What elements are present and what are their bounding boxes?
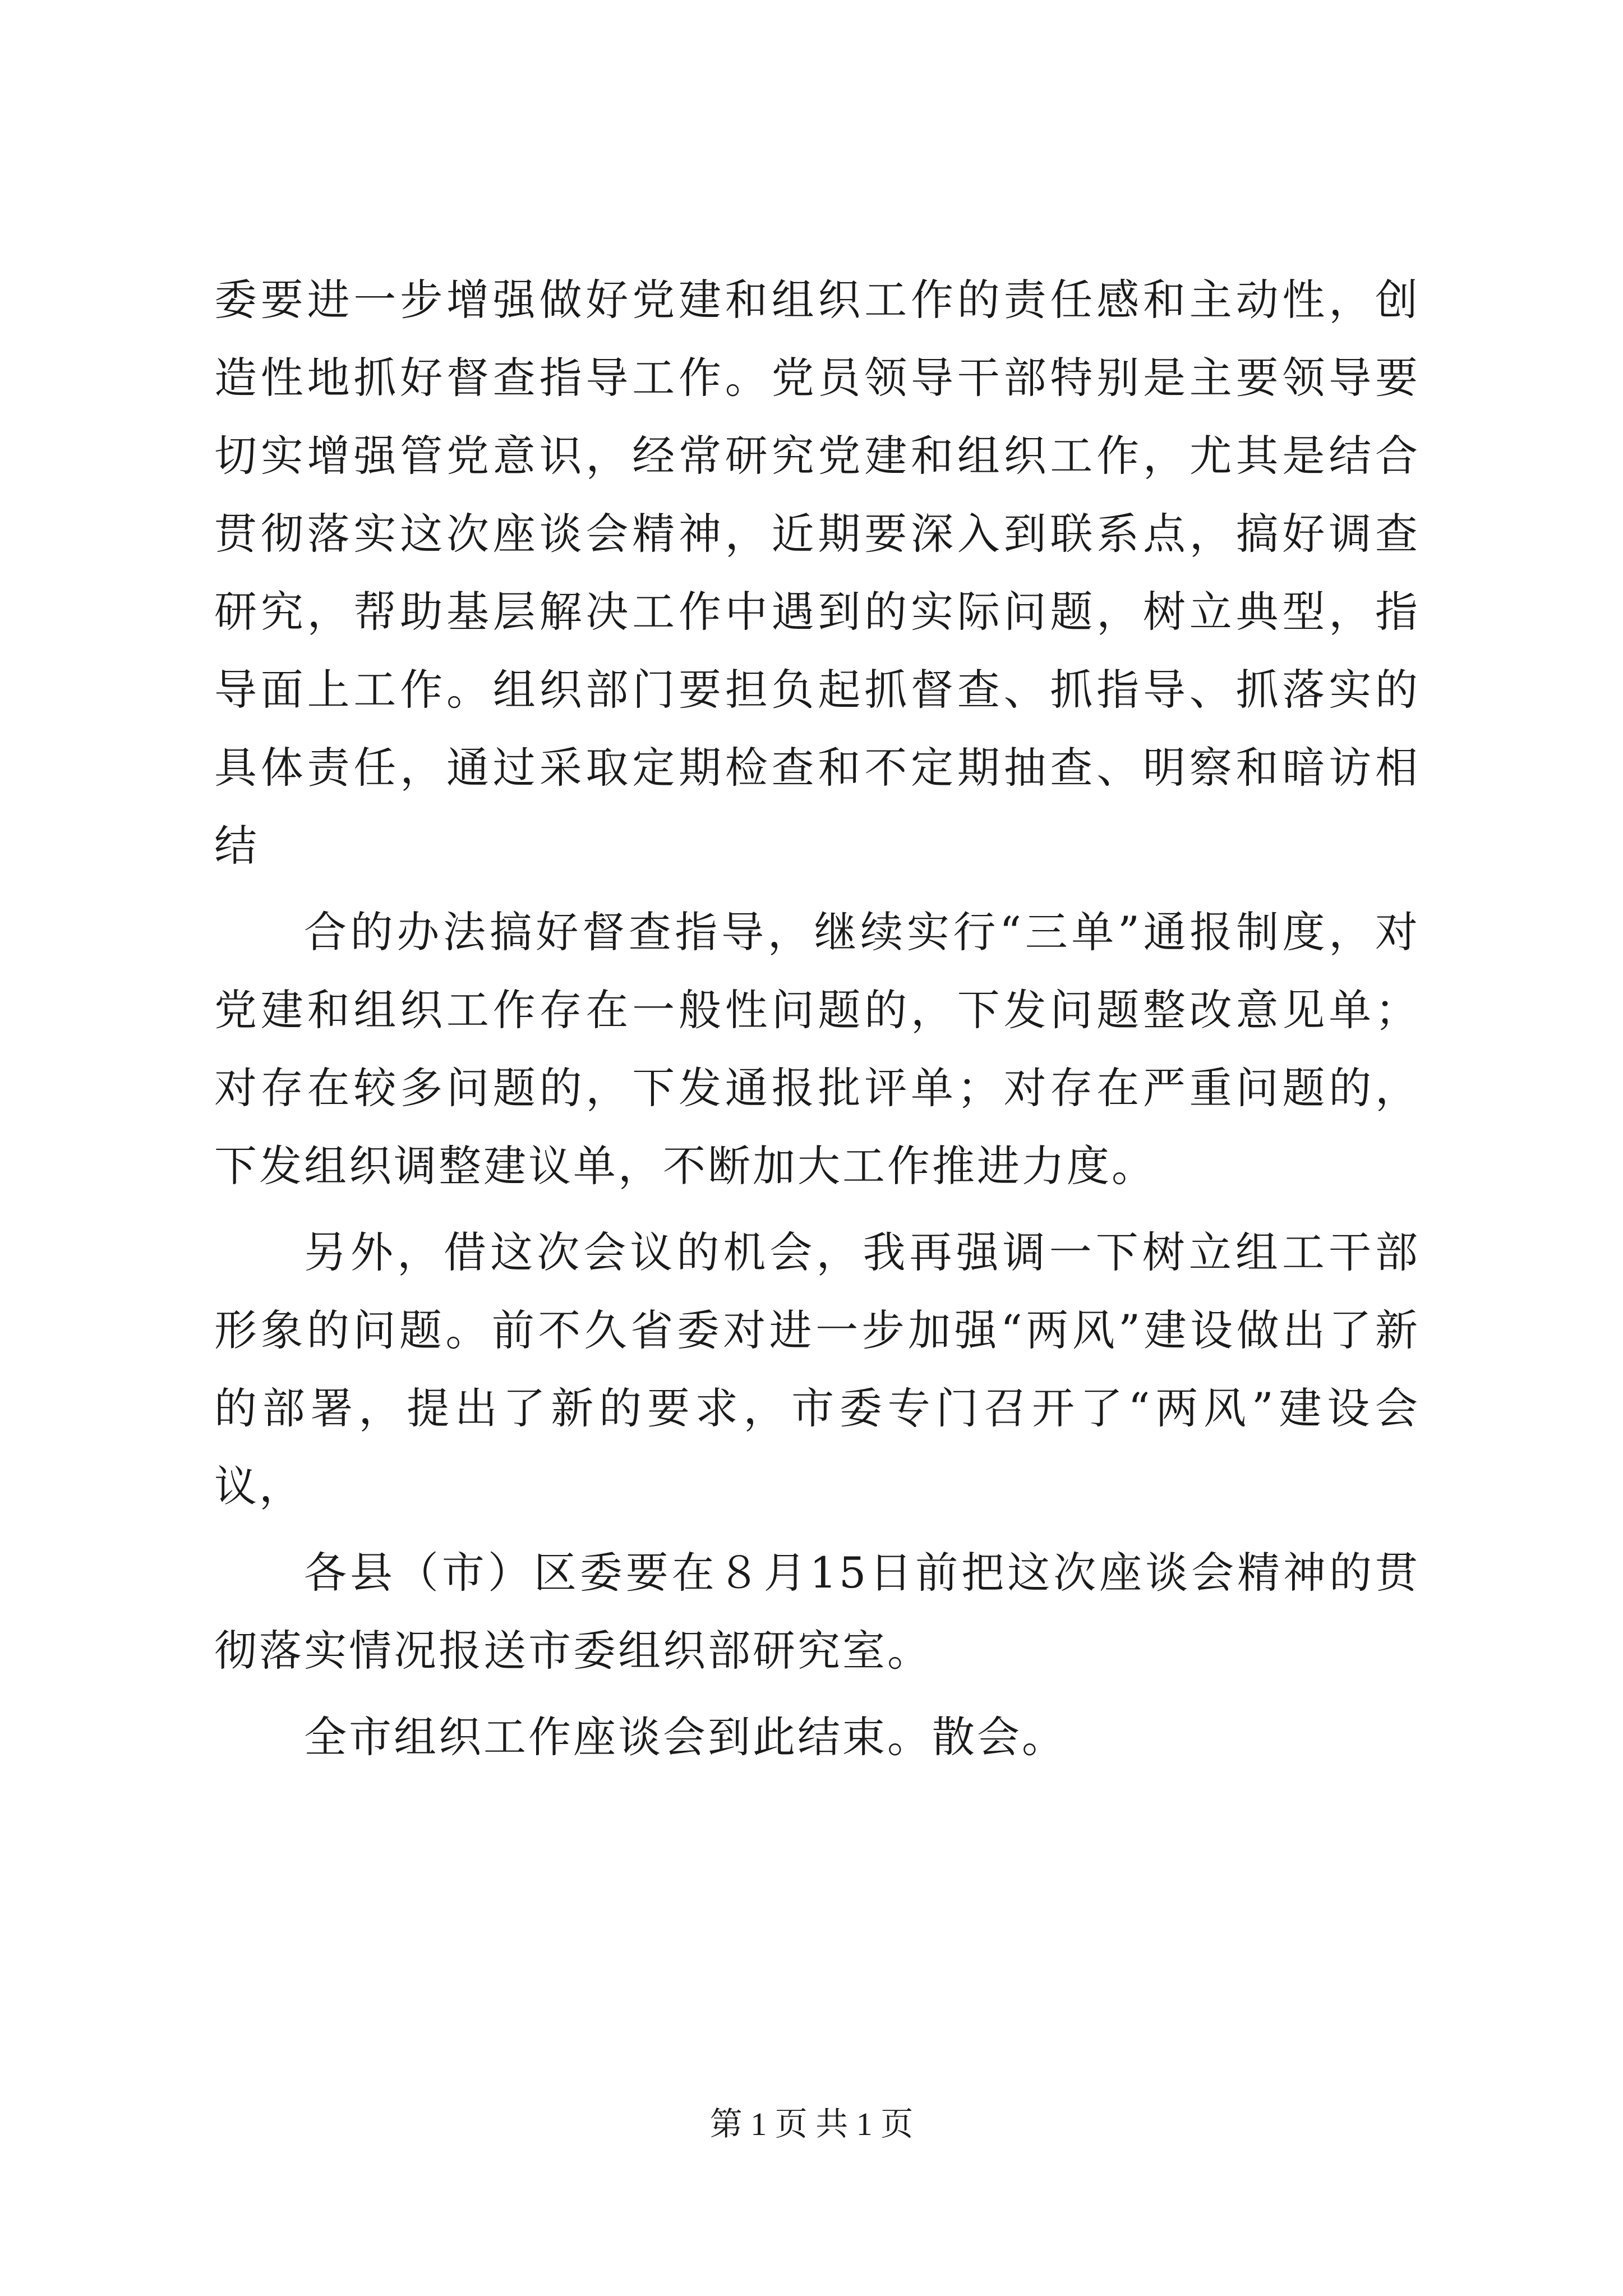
document-body	[214, 261, 1420, 1784]
paragraph-3: 另外，借这次会议的机会，我再强调一下树立组工干部形象的问题。前不久省委对进一步加强“两风”建设做出了新的部署，提出了新的要求，市委专门召开了“两风”建设会议，	[214, 1227, 1420, 1511]
paragraph-1: 委要进一步增强做好党建和组织工作的责任感和主动性，创造性地抓好督查指导工作。党员领导干部特别是主要领导要切实增强管党意识，经常研究党建和组织工作，尤其是结合贯彻落实这次座谈会精神，近期要深入到联系点，搞好调查研究，帮助基层解决工作中遇到的实际问题，树立典型，指导面上工作。组织部门要担负起抓督查、抓指导、抓落实的具体责任，通过采取定期检查和不定期抽查、明察和暗访相结	[214, 275, 1420, 871]
paragraph-4: 各县（市）区委要在８月15日前把这次座谈会精神的贯彻落实情况报送市委组织部研究室。	[214, 1548, 1420, 1676]
paragraph-5: 全市组织工作座谈会到此结束。散会。	[304, 1712, 1067, 1762]
page-footer: 第 1 页 共 1 页	[709, 2106, 914, 2142]
paragraph-2: 合的办法搞好督查指导，继续实行“三单”通报制度，对党建和组织工作存在一般性问题的，下发问题整改意见单；对存在较多问题的，下发通报批评单；对存在严重问题的，下发组织调整建议单，不断加大工作推进力度。	[214, 907, 1420, 1191]
